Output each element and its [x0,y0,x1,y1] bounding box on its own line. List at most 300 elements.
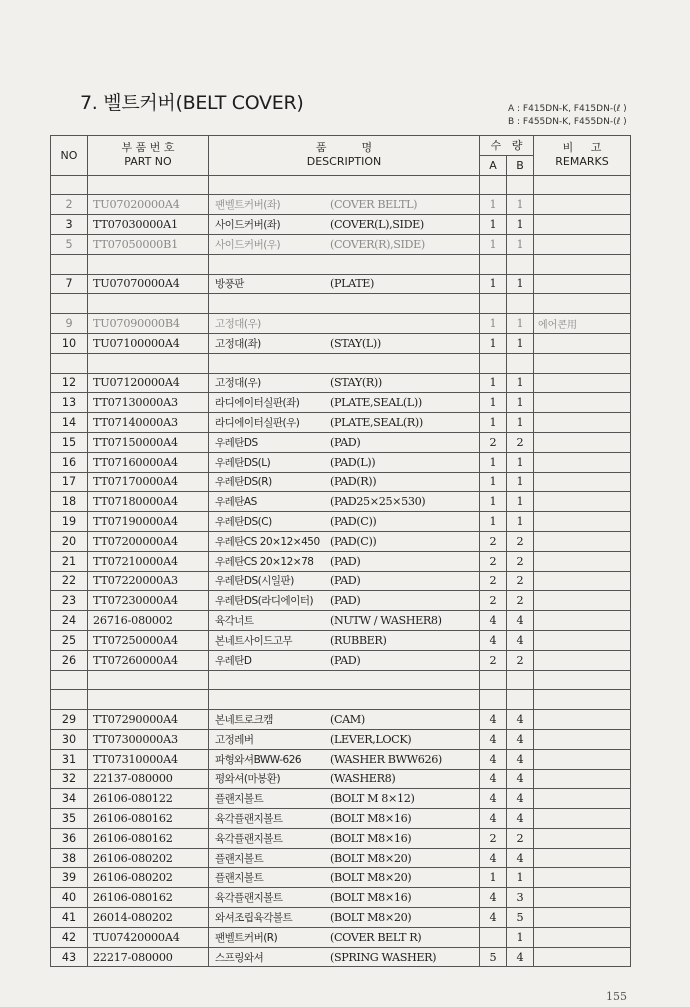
row-remarks [534,215,631,235]
row-description [209,571,480,591]
row-description [209,314,480,334]
parts-table [50,135,631,967]
row-qty-b: 2 [507,531,534,551]
row-qty-a: 4 [480,888,507,908]
row-desc-english: (WASHER BWW626) [330,752,442,766]
row-qty-a: 4 [480,611,507,631]
table-row [51,611,631,631]
row-qty-b: 4 [507,729,534,749]
model-legend [508,103,627,129]
row-no: 9 [51,314,88,334]
row-desc-korean: 방풍판 [215,278,244,291]
row-desc-korean: 본네트로크캠 [215,714,273,726]
row-qty-b: 1 [507,195,534,215]
row-remarks [534,472,631,492]
row-part-no: TT07180000A4 [88,492,209,512]
row-no [51,254,88,274]
row-qty-b: 4 [507,710,534,730]
row-description [209,868,480,888]
row-desc-korean: 육각플랜지볼트 [215,812,283,825]
row-desc-korean: 고정레버 [215,733,254,746]
row-description [209,690,480,710]
row-description [209,947,480,967]
header-part-ko: 부 품 번 호 [121,141,175,155]
table-row [51,314,631,334]
row-no [51,353,88,373]
row-desc-english: (PAD(C)) [330,534,377,548]
row-no: 41 [51,908,88,928]
row-qty-b: 1 [507,927,534,947]
row-part-no: TT07150000A4 [88,432,209,452]
row-qty-b [507,175,534,195]
row-qty-a [480,690,507,710]
header-description [209,136,480,176]
row-no [51,690,88,710]
row-description [209,294,480,314]
row-qty-a [480,254,507,274]
row-desc-english: (COVER BELTL) [330,198,418,212]
row-remarks [534,789,631,809]
row-qty-a: 4 [480,630,507,650]
row-part-no: 26106-080202 [88,848,209,868]
row-desc-korean: 우레탄DS(R) [215,476,272,489]
table-row [51,809,631,829]
row-desc-korean: 우레탄DS(라디에이터) [215,595,314,608]
row-qty-a: 1 [480,314,507,334]
row-qty-b: 3 [507,888,534,908]
row-qty-a: 4 [480,729,507,749]
table-body [51,175,631,967]
row-desc-korean: 우레탄DS [215,436,258,449]
row-no: 14 [51,413,88,433]
row-qty-b: 4 [507,947,534,967]
table-row [51,413,631,433]
row-description [209,670,480,690]
row-description [209,630,480,650]
row-desc-korean: 사이드커버(좌) [215,219,281,232]
row-part-no: TT07160000A4 [88,452,209,472]
table-row [51,591,631,611]
row-description [209,195,480,215]
row-description [209,729,480,749]
row-desc-korean: 라디에이터실판(우) [215,417,300,430]
row-part-no [88,175,209,195]
row-part-no: TT07140000A3 [88,413,209,433]
row-part-no: TT07250000A4 [88,630,209,650]
table-row [51,868,631,888]
row-description [209,373,480,393]
row-remarks [534,373,631,393]
row-qty-a: 1 [480,393,507,413]
row-no: 7 [51,274,88,294]
row-remarks [534,630,631,650]
row-qty-b: 1 [507,234,534,254]
row-no: 26 [51,650,88,670]
row-qty-b: 4 [507,611,534,631]
row-desc-english: (PAD) [330,574,361,588]
table-row [51,888,631,908]
row-desc-korean: 우레탄DS(C) [215,516,272,529]
row-desc-korean: 평와셔(마봉환) [215,773,281,786]
row-description [209,749,480,769]
table-row [51,274,631,294]
row-part-no: TU07120000A4 [88,373,209,393]
row-no: 24 [51,611,88,631]
row-part-no: TT07260000A4 [88,650,209,670]
row-qty-a: 4 [480,749,507,769]
table-row [51,571,631,591]
row-desc-english: (BOLT M8×16) [330,891,412,905]
row-qty-b: 2 [507,551,534,571]
row-part-no: TT07290000A4 [88,710,209,730]
row-remarks [534,868,631,888]
row-desc-korean: 우레탄DS(L) [215,456,271,469]
row-qty-b: 1 [507,868,534,888]
row-qty-b: 2 [507,432,534,452]
row-no [51,670,88,690]
row-qty-a: 1 [480,452,507,472]
row-desc-korean: 스프링와셔 [215,951,264,964]
row-qty-a: 1 [480,492,507,512]
table-row [51,769,631,789]
header-qty: 수 량 [480,136,534,156]
row-qty-b: 4 [507,769,534,789]
row-description [209,472,480,492]
row-qty-a: 1 [480,373,507,393]
row-qty-a: 1 [480,472,507,492]
row-description [209,531,480,551]
table-row [51,828,631,848]
row-qty-b: 1 [507,413,534,433]
row-qty-b: 1 [507,333,534,353]
row-description [209,452,480,472]
row-part-no: TT07220000A3 [88,571,209,591]
row-desc-english: (PAD) [330,435,361,449]
row-qty-a: 1 [480,274,507,294]
row-part-no: 26014-080202 [88,908,209,928]
row-description [209,254,480,274]
row-part-no: TT07190000A4 [88,512,209,532]
row-no: 22 [51,571,88,591]
row-qty-b: 1 [507,274,534,294]
table-row [51,452,631,472]
table-row [51,472,631,492]
row-remarks [534,908,631,928]
row-desc-english: (BOLT M8×16) [330,831,412,845]
table-row [51,749,631,769]
row-desc-korean: 육각플랜지볼트 [215,832,283,845]
row-desc-english: (PAD) [330,594,361,608]
row-desc-english: (STAY(R)) [330,376,382,390]
row-remarks [534,393,631,413]
row-part-no: 26106-080202 [88,868,209,888]
row-remarks [534,591,631,611]
row-remarks [534,729,631,749]
row-desc-korean: 팬벨트커버(R) [215,931,278,944]
row-remarks [534,947,631,967]
row-qty-b: 1 [507,492,534,512]
header-part-en: PART NO [124,155,172,169]
table-row [51,729,631,749]
table-row [51,333,631,353]
row-remarks [534,650,631,670]
row-remarks [534,413,631,433]
row-desc-english: (SPRING WASHER) [330,950,437,964]
row-description [209,333,480,353]
row-desc-english: (STAY(L)) [330,336,381,350]
row-remarks [534,531,631,551]
row-remarks [534,195,631,215]
row-no: 38 [51,848,88,868]
model-a: A : F415DN-K, F415DN-(ℓ ) [508,104,627,114]
row-part-no [88,294,209,314]
row-no: 5 [51,234,88,254]
row-description [209,215,480,235]
row-qty-a: 1 [480,868,507,888]
row-desc-english: (PAD(C)) [330,515,377,529]
row-description [209,274,480,294]
table-row [51,432,631,452]
page-title: 7. 벨트커버(BELT COVER) [80,92,304,114]
row-desc-korean: 우레탄AS [215,496,257,509]
row-desc-korean: 팬벨트커버(좌) [215,199,281,212]
row-remarks [534,353,631,373]
row-qty-b: 4 [507,630,534,650]
row-part-no: 26106-080162 [88,809,209,829]
row-desc-korean: 플랜지볼트 [215,793,264,806]
row-part-no: TT07050000B1 [88,234,209,254]
row-desc-korean: 사이드커버(우) [215,238,281,251]
row-qty-a: 2 [480,650,507,670]
row-description [209,888,480,908]
row-no: 10 [51,333,88,353]
row-desc-english: (PLATE) [330,277,374,291]
row-part-no: 26106-080162 [88,828,209,848]
row-no: 13 [51,393,88,413]
row-no: 23 [51,591,88,611]
row-part-no: 22137-080000 [88,769,209,789]
row-qty-a: 2 [480,531,507,551]
row-qty-b [507,690,534,710]
table-row [51,531,631,551]
row-remarks [534,769,631,789]
row-no: 21 [51,551,88,571]
row-desc-english: (COVER BELT R) [330,930,422,944]
table-row [51,353,631,373]
header-desc-ko: 품 명 [315,141,373,155]
table-row [51,373,631,393]
row-part-no [88,254,209,274]
row-qty-b: 4 [507,848,534,868]
row-no: 32 [51,769,88,789]
row-no: 12 [51,373,88,393]
row-description [209,512,480,532]
table-row [51,195,631,215]
row-desc-english: (NUTW / WASHER8) [330,614,442,628]
row-desc-korean: 고정대(우) [215,318,261,331]
row-desc-korean: 우레탄CS 20×12×450 [215,535,320,548]
row-description [209,432,480,452]
row-qty-b: 1 [507,512,534,532]
row-desc-korean: 육각플랜지볼트 [215,892,283,905]
row-qty-b: 2 [507,650,534,670]
row-desc-english: (PAD25×25×530) [330,495,426,509]
header-part-no [88,136,209,176]
row-desc-english: (LEVER,LOCK) [330,732,412,746]
header-qty-a: A [480,155,507,175]
row-no: 42 [51,927,88,947]
row-remarks [534,710,631,730]
row-part-no: 26716-080002 [88,611,209,631]
table-row [51,630,631,650]
row-qty-a: 2 [480,551,507,571]
row-qty-a: 4 [480,908,507,928]
row-remarks [534,809,631,829]
table-row [51,947,631,967]
row-part-no: TU07420000A4 [88,927,209,947]
table-row [51,234,631,254]
row-qty-a: 4 [480,809,507,829]
row-desc-english: (PAD(R)) [330,475,377,489]
row-remarks [534,234,631,254]
row-desc-korean: 우레탄CS 20×12×78 [215,555,314,568]
row-qty-a: 2 [480,828,507,848]
row-no: 29 [51,710,88,730]
table-row [51,690,631,710]
row-desc-english: (PAD) [330,554,361,568]
table-row [51,710,631,730]
table-row [51,927,631,947]
table-row [51,650,631,670]
table-row [51,215,631,235]
row-qty-b [507,254,534,274]
row-desc-korean: 고정대(좌) [215,337,261,350]
row-remarks [534,492,631,512]
row-qty-a [480,927,507,947]
row-desc-korean: 우레탄D [215,654,252,667]
row-remarks [534,749,631,769]
row-description [209,789,480,809]
row-remarks [534,274,631,294]
row-remarks [534,848,631,868]
row-description [209,591,480,611]
row-qty-a: 4 [480,789,507,809]
row-remarks [534,828,631,848]
row-desc-korean: 본네트사이드고무 [215,634,293,647]
row-remarks [534,670,631,690]
row-remarks [534,512,631,532]
row-qty-b: 4 [507,809,534,829]
row-no: 36 [51,828,88,848]
row-remarks: 에어콘用 [534,314,631,334]
row-qty-b: 1 [507,314,534,334]
row-desc-english: (CAM) [330,713,365,726]
row-description [209,175,480,195]
header-rem-en: REMARKS [555,155,609,169]
header-rem-ko: 비 고 [562,141,602,155]
row-part-no: TU07100000A4 [88,333,209,353]
row-no: 39 [51,868,88,888]
row-desc-english: (PLATE,SEAL(L)) [330,396,422,410]
row-remarks [534,690,631,710]
model-b: B : F455DN-K, F455DN-(ℓ ) [508,117,627,127]
header-desc-en: DESCRIPTION [306,155,382,169]
row-qty-b [507,294,534,314]
row-no: 34 [51,789,88,809]
row-qty-a: 5 [480,947,507,967]
table-row [51,294,631,314]
row-qty-b: 5 [507,908,534,928]
row-desc-korean: 고정대(우) [215,377,261,390]
row-qty-a: 1 [480,413,507,433]
row-remarks [534,294,631,314]
row-qty-b: 2 [507,828,534,848]
row-description [209,413,480,433]
row-no: 15 [51,432,88,452]
row-qty-a [480,670,507,690]
row-qty-b: 4 [507,789,534,809]
row-no: 3 [51,215,88,235]
row-desc-korean: 라디에이터실판(좌) [215,397,300,410]
row-no: 17 [51,472,88,492]
row-desc-english: (PAD) [330,653,361,667]
row-description [209,927,480,947]
row-part-no: TT07130000A3 [88,393,209,413]
row-qty-a: 2 [480,571,507,591]
row-remarks [534,927,631,947]
row-qty-a: 4 [480,710,507,730]
row-qty-a: 1 [480,512,507,532]
table-row [51,492,631,512]
page-number: 155 [606,990,627,1003]
row-desc-english: (PLATE,SEAL(R)) [330,416,423,430]
row-part-no: TT07210000A4 [88,551,209,571]
row-desc-korean: 플랜지볼트 [215,852,264,865]
row-qty-b: 1 [507,472,534,492]
row-part-no: TU07090000B4 [88,314,209,334]
row-part-no: TT07300000A3 [88,729,209,749]
row-description [209,492,480,512]
row-no: 40 [51,888,88,908]
row-part-no: TT07030000A1 [88,215,209,235]
row-desc-korean: 파형와셔BWW-626 [215,753,302,766]
row-no: 2 [51,195,88,215]
table-row [51,254,631,274]
table-row [51,175,631,195]
row-description [209,234,480,254]
row-qty-a: 4 [480,769,507,789]
row-desc-english: (BOLT M8×20) [330,851,412,865]
row-description [209,828,480,848]
row-description [209,551,480,571]
row-description [209,393,480,413]
row-remarks [534,571,631,591]
table-row [51,848,631,868]
row-part-no: TT07170000A4 [88,472,209,492]
table-row [51,551,631,571]
row-description [209,650,480,670]
row-part-no: TT07310000A4 [88,749,209,769]
row-part-no: 22217-080000 [88,947,209,967]
row-no: 19 [51,512,88,532]
header-remarks [534,136,631,176]
row-remarks [534,254,631,274]
row-qty-a: 1 [480,333,507,353]
row-remarks [534,611,631,631]
header-no: NO [51,136,88,176]
row-qty-b: 1 [507,452,534,472]
row-qty-a [480,353,507,373]
